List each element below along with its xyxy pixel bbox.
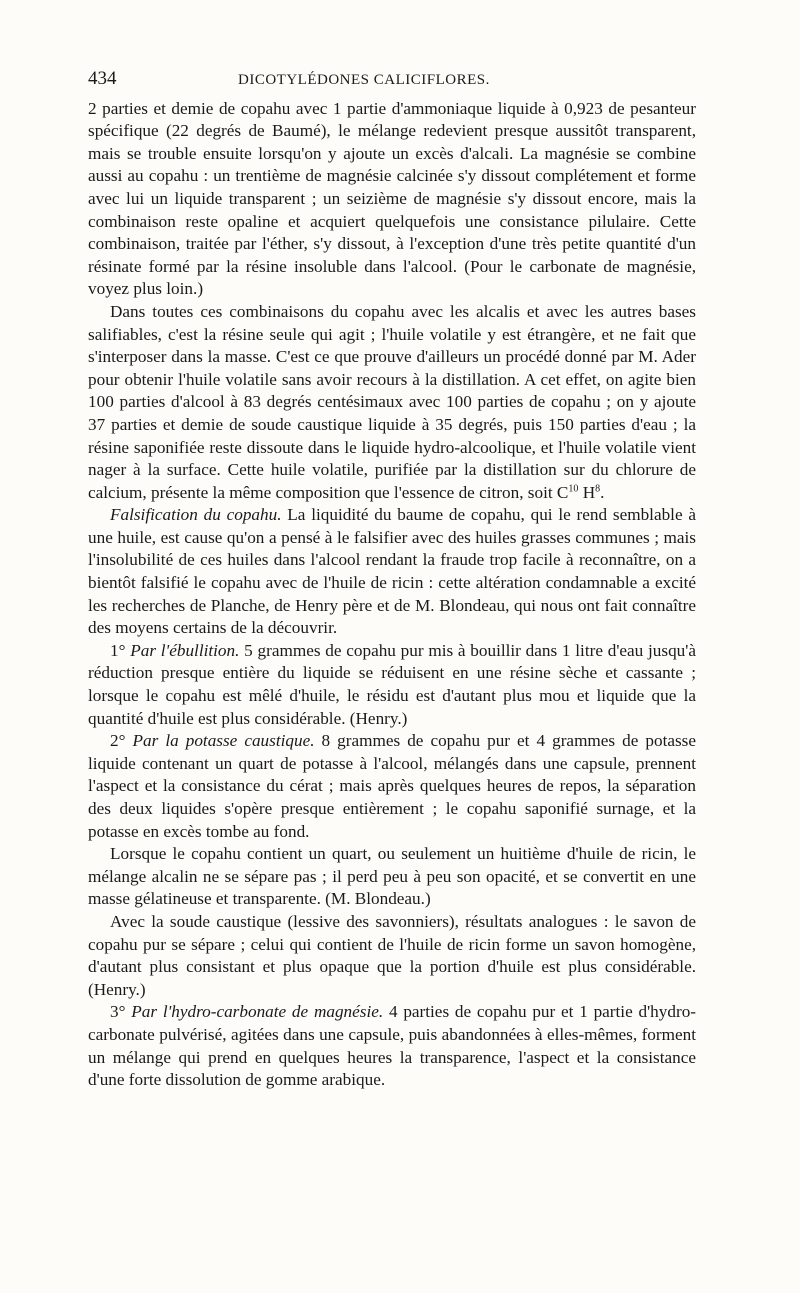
formula-h-superscript: 8	[595, 482, 601, 494]
paragraph-1: 2 parties et demie de copahu avec 1 partie d'ammoniaque liquide à 0,923 de pesanteur spécifique (22 degrés de Baumé), le mélange redevient presque aussitôt transparent, mais se trouble ensuite lorsqu'on y ajoute un excès d'alcali. La magnésie se combine aussi au copahu : un trentième de magnésie calcinée s'y dissout complétement et forme avec lui un liquide transparent ; un seizième de magnésie s'y dissout encore, mais la combinaison reste opaline et acquiert quelquefois une consistance pilulaire. Cette combinaison, traitée par l'éther, s'y dissout, à l'exception d'une très petite quantité d'un résinate formé par la résine insoluble dans l'alcool. (Pour le carbonate de magnésie, voyez plus loin.)	[88, 98, 696, 299]
paragraph-3-text: La liquidité du baume de copahu, qui le rend semblable à une huile, est cause qu'on a pensé à le falsifier avec des huiles grasses communes ; mais l'insolubilité de ces huiles dans l'alcool rendant la fraude trop facile à reconnaître, on a bientôt falsifié le copahu avec de l'huile de ricin : cette altération condamnable a excité les recherches de Planche, de Henry père et de M. Blondeau, qui nous ont fait connaître des moyens certains de la découvrir.	[88, 505, 696, 638]
paragraph-7: Avec la soude caustique (lessive des savonniers), résultats analogues : le savon de copahu pur se sépare ; celui qui contient de l'huile de ricin forme un savon homogène, d'autant plus consistant et plus opaque que la portion d'huile est plus considérable. (Henry.)	[88, 911, 696, 999]
paragraph-4-text: 5 grammes de copahu pur mis à bouillir dans 1 litre d'eau jusqu'à réduction presque entière du liquide se réduisent en une résine sèche et cassante ; lorsque le copahu est mêlé d'huile, le résidu est d'autant plus mou et liquide que la quantité d'huile est plus considérable. (Henry.)	[88, 640, 696, 728]
paragraph-2-text: Dans toutes ces combinaisons du copahu avec les alcalis et avec les autres bases salifiables, c'est la résine seule qui agit ; l'huile volatile y est étrangère, et ne fait que s'interposer dans la masse. C'est ce que prouve d'ailleurs un procédé donné par M. Ader pour obtenir l'huile volatile sans avoir recours à la distillation. A cet effet, on agite bien 100 parties d'alcool à 83 degrés centésimaux avec 100 parties de copahu ; on y ajoute 37 parties et demie de soude caustique liquide à 35 degrés, puis 150 parties d'eau ; la résine saponifiée reste dissoute dans le liquide hydro-alcoolique, et l'huile volatile vient nager à la surface. Cette huile volatile, purifiée par la distillation sur du chlorure de calcium, présente la même composition que l'essence de citron, soit	[88, 301, 696, 502]
item-heading-ebullition: Par l'ébullition.	[130, 640, 240, 660]
paragraph-2	[88, 301, 696, 504]
item-number-3: 3°	[110, 1002, 126, 1022]
formula-end: .	[600, 482, 605, 502]
paragraph-8	[88, 1001, 696, 1091]
paragraph-4	[88, 640, 696, 730]
formula-h: H	[582, 482, 596, 502]
item-number-1: 1°	[110, 640, 126, 660]
page-number: 434	[88, 68, 117, 89]
formula-c-superscript: 10	[568, 482, 579, 494]
running-title: DICOTYLÉDONES CALICIFLORES.	[238, 72, 490, 88]
section-heading-falsification: Falsification du copahu.	[110, 505, 282, 525]
paragraph-6: Lorsque le copahu contient un quart, ou seulement un huitième d'huile de ricin, le mélange alcalin ne se sépare pas ; il perd peu à peu son opacité, et se convertit en une masse gélatineuse et transparente. (M. Blondeau.)	[88, 844, 696, 909]
paragraph-5-text: 8 grammes de copahu pur et 4 grammes de potasse liquide contenant un quart de potasse à l'alcool, mélangés dans une capsule, prennent l'aspect et la consistance du cérat ; mais après quelques heures de repos, la séparation des deux liquides s'opère presque entièrement ; le copahu saponifié surnage, et la potasse en excès tombe au fond.	[88, 731, 697, 841]
item-heading-magnesie: Par l'hydro-carbonate de magnésie.	[131, 1002, 384, 1022]
item-number-2: 2°	[110, 731, 126, 751]
item-heading-potasse: Par la potasse caustique.	[132, 731, 315, 751]
formula-c: C	[556, 482, 569, 502]
paragraph-3	[88, 504, 696, 640]
page-header	[88, 68, 696, 92]
document-page	[88, 68, 696, 1092]
paragraph-8-text: 4 parties de copahu pur et 1 partie d'hydro-carbonate pulvérisé, agitées dans une capsule, puis abandonnées à elles-mêmes, forment un mélange qui prend en quelques heures la transparence, l'aspect et la consistance d'une forte dissolution de gomme arabique.	[88, 1002, 697, 1090]
paragraph-5	[88, 730, 696, 843]
